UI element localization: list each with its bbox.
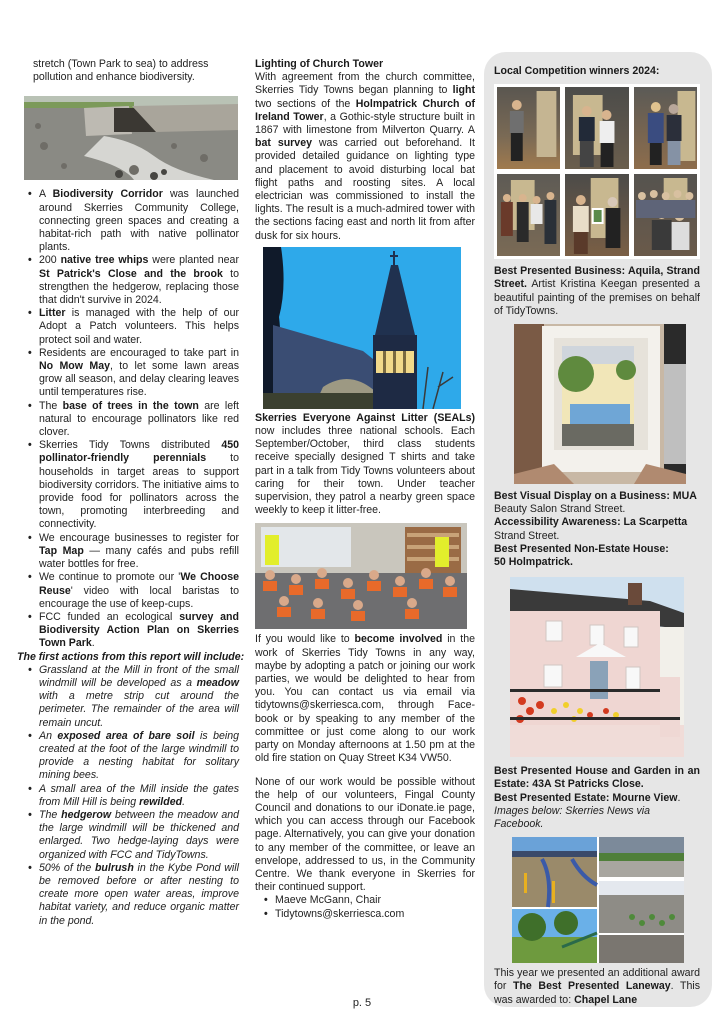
list-item: • An exposed area of bare soil is being created at the foot of the large windmill to provide a nesting habitat for solitary mining bees.: [27, 730, 239, 783]
laneway-photo-collage: [512, 837, 684, 963]
best-business-text: Best Presented Business: Aquila, Strand Street. Artist Kristina Keegan presented a beautiful painting of the premises on behalf of TidyTowns.: [494, 265, 700, 317]
stream-outfall-photo: [24, 96, 238, 180]
list-item: • 200 native tree whips were planted near St Patrick's Close and the brook to strengthen the hedgerow, replacing those that didn't survive in 2024.: [27, 254, 239, 307]
pink-house-photo: [510, 577, 684, 757]
image-credit: Images below: Skerries News via Facebook.: [494, 804, 651, 831]
seals-paragraph: Skerries Everyone Against Litter (SEALs) now includes three national schools. Each September/October, third class students receive specially designed T shirts and take part in a talk from Tidy Towns volunteers about caring for their town. Under teacher supervision, they patrol a nearby green space weekly to keep it litter-free.: [255, 411, 475, 517]
winner-photo: [634, 174, 697, 256]
list-item: • Grassland at the Mill in front of the small windmill will be developed as a meadow with a metre strip cut around the perimeter. The remainder of the area will remain uncut.: [27, 664, 239, 730]
framed-painting-photo: [514, 324, 686, 484]
contacts-list: [263, 894, 475, 920]
school-children-photo: [255, 523, 467, 629]
list-item: • 50% of the bulrush in the Kybe Pond will be removed before or after nesting to create more open water areas, improve habitat variety, and reduce organic matter in the pond.: [27, 862, 239, 928]
winner-photo: [497, 87, 560, 169]
winners-heading: Local Competition winners 2024:: [494, 65, 660, 77]
list-item: • A Biodiversity Corridor was launched around Skerries Community College, connecting green spaces and creating a habitat-rich path with native pollinator plants.: [27, 188, 239, 254]
list-item: • We continue to promote our 'We Choose Reuse' video with local baristas to encourage the use of keep-cups.: [27, 571, 239, 611]
intro-text: stretch (Town Park to sea) to address pollution and enhance biodiversity.: [33, 58, 209, 84]
contact-chair: • Maeve McGann, Chair: [263, 894, 475, 907]
non-estate-house-text: Best Presented Non-Estate House: 50 Holmpatrick.: [494, 542, 669, 569]
winners-photo-grid: [494, 84, 700, 259]
list-item: • Residents are encouraged to take part in No Mow May, to let some lawn areas grow all season, and delay clearing leaves until temperatures rise.: [27, 347, 239, 400]
best-estate-text: Best Presented Estate: Mourne View.: [494, 791, 681, 804]
church-tower-photo: [263, 247, 461, 409]
thanks-paragraph: None of our work would be possible without the help of our volunteers, Fingal County Council and donations to our iDonate.ie page, which you can access through our Facebook page. Alternatively, you can give your donation to any member of the committee, or leave an envelope, addressed to us, in the Community Centre. We thank everyone in Skerries for their continued support.: [255, 775, 475, 894]
competition-winners-panel: [484, 52, 712, 1007]
winner-photo: [565, 174, 628, 256]
church-paragraph: With agreement from the church committee, Skerries Tidy Towns began planning to light two sections of the Holmpatrick Church of Ireland Tower, a Gothic-style structure built in 1867 with limestone from Milverton Quarry. A bat survey was carried out beforehand. It provided detailed guidance on lighting type and placement to avoid disturbing local bat flight paths and roosting sites. A local electrician was commissioned to install the lights. The result is a much-admired tower with the sections facing east and north lit from after dusk for six hours.: [255, 71, 475, 242]
list-item: • A small area of the Mill inside the gates from Mill Hill is being rewilded.: [27, 783, 239, 809]
winner-photo: [634, 87, 697, 169]
winner-photo: [565, 87, 628, 169]
list-item: • FCC funded an ecological survey and Biodiversity Action Plan on Skerries Town Park.: [27, 611, 239, 651]
list-item: • The hedgerow between the meadow and the large windmill will be thickened and enlarged. Two hedge-laying days were organized with FCC and TidyTowns.: [27, 809, 239, 862]
list-item: • We encourage businesses to register for Tap Map — many cafés and pubs refill water bottles for free.: [27, 532, 239, 572]
page-number: p. 5: [352, 997, 372, 1009]
best-visual-display-text: Best Visual Display on a Business: MUA Beauty Salon Strand Street.: [494, 490, 697, 516]
laneway-award-text: This year we presented an additional award for The Best Presented Laneway. This was awarded to: Chapel Lane: [494, 967, 700, 1006]
church-heading: Lighting of Church Tower: [255, 58, 384, 70]
list-item: • Skerries Tidy Towns distributed 450 pollinator-friendly perennials to households in target areas to support biodiversity corridors. The initiative aims to provide food for pollinators across the town, promoting interbreeding and connectivity.: [27, 439, 239, 531]
list-item: • Litter is managed with the help of our Adopt a Patch volunteers. This helps protect soil and water.: [27, 307, 239, 347]
get-involved-paragraph: If you would like to become involved in the work of Skerries Tidy Towns in any way, maybe by adopting a patch or joining our work parties, we would be delighted to hear from you. You can contact us via email via tidytowns@skerriesca.com, through Face-book or by speaking to any member of the committee or just come along to our work party on Monday afternoons at 1.50 pm at the old fire station on Quay Street K34 VW50.: [255, 633, 476, 765]
actions-heading: The first actions from this report will include:: [17, 650, 245, 663]
winner-photo: [497, 174, 560, 256]
actions-list: [27, 664, 239, 928]
column-middle: [255, 58, 475, 921]
accessibility-award-text: Accessibility Awareness: La Scarpetta Strand Street.: [494, 516, 688, 542]
contact-email[interactable]: • Tidytowns@skerriesca.com: [263, 908, 475, 921]
column-left: [17, 58, 245, 928]
biodiversity-list: [27, 188, 239, 650]
list-item: • The base of trees in the town are left natural to encourage pollinators like red clover.: [27, 400, 239, 440]
estate-house-garden-text: Best Presented House and Garden in an Estate: 43A St Patricks Close.: [494, 765, 700, 791]
